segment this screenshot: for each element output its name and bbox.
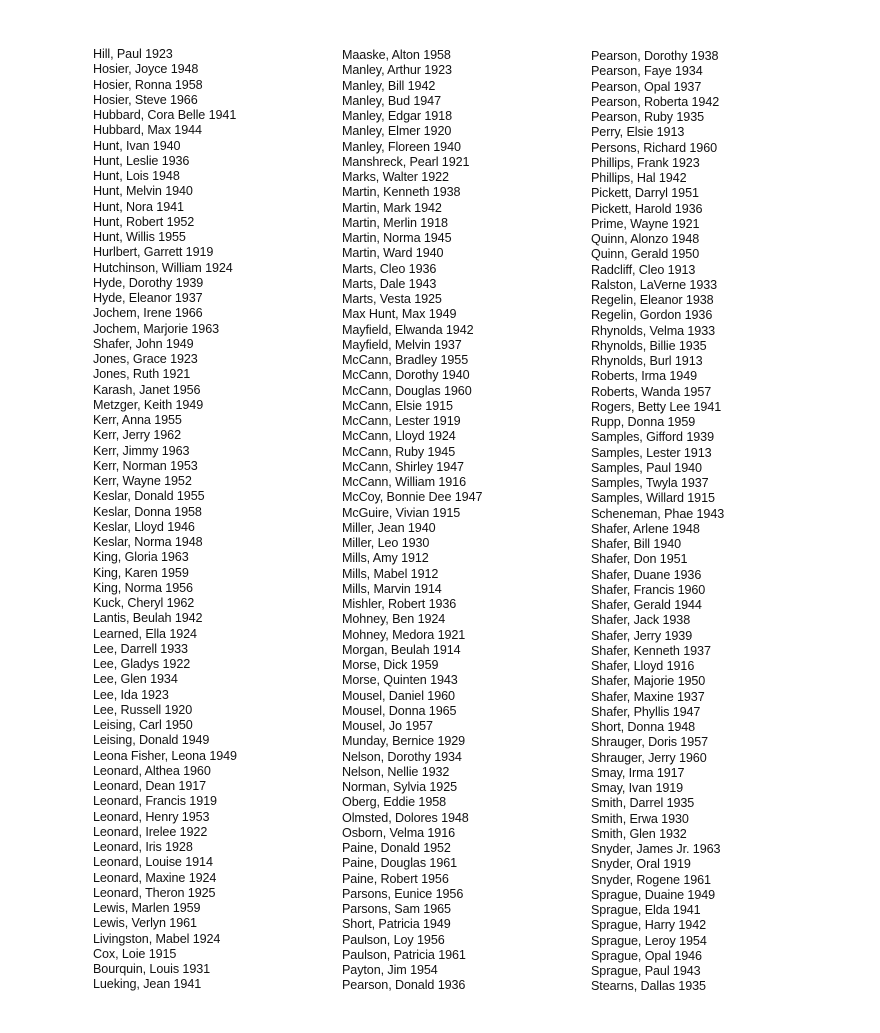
name-entry: Paulson, Patricia 1961 <box>342 947 466 962</box>
name-entry: Mousel, Jo 1957 <box>342 719 433 733</box>
name-entry: Bourquin, Louis 1931 <box>93 962 211 976</box>
name-entry: Miller, Leo 1930 <box>342 536 430 550</box>
name-entry: Keslar, Donna 1958 <box>93 504 202 519</box>
name-entry: Paine, Donald 1952 <box>342 841 451 855</box>
name-entry: Ralston, LaVerne 1933 <box>591 277 718 292</box>
name-entry: Lueking, Jean 1941 <box>93 977 202 992</box>
name-entry: Pearson, Dorothy 1938 <box>591 49 719 63</box>
name-entry: Shafer, Lloyd 1916 <box>591 659 695 673</box>
name-entry: Samples, Twyla 1937 <box>591 476 709 490</box>
name-entry: Stearns, Dallas 1935 <box>591 979 706 994</box>
name-entry: Rhynolds, Burl 1913 <box>591 354 703 368</box>
name-entry: Paine, Douglas 1961 <box>342 856 458 871</box>
name-entry: McCann, Shirley 1947 <box>342 459 464 474</box>
name-entry: Cox, Loie 1915 <box>93 946 177 961</box>
name-entry: Norman, Sylvia 1925 <box>342 780 457 794</box>
name-entry: Hubbard, Max 1944 <box>93 123 202 138</box>
name-entry: Smay, Irma 1917 <box>591 765 685 780</box>
name-entry: Munday, Bernice 1929 <box>342 734 466 749</box>
name-entry: Hubbard, Cora Belle 1941 <box>93 108 237 122</box>
name-entry: Kerr, Norman 1953 <box>93 458 198 473</box>
name-entry: Parsons, Eunice 1956 <box>342 886 464 901</box>
name-entry: Short, Patricia 1949 <box>342 917 451 932</box>
name-entry: Morgan, Beulah 1914 <box>342 642 461 657</box>
name-entry: King, Karen 1959 <box>93 565 189 580</box>
name-entry: Shafer, Bill 1940 <box>591 537 682 551</box>
name-entry: McCann, Lester 1919 <box>342 414 461 428</box>
name-entry: Pickett, Darryl 1951 <box>591 186 699 201</box>
name-entry: Mayfield, Elwanda 1942 <box>342 322 474 337</box>
name-entry: Martin, Mark 1942 <box>342 200 442 215</box>
name-entry: Sprague, Elda 1941 <box>591 903 701 917</box>
name-entry: Jochem, Marjorie 1963 <box>93 321 219 336</box>
name-entry: Kerr, Jerry 1962 <box>93 428 181 443</box>
name-entry: McCann, Dorothy 1940 <box>342 368 470 383</box>
name-entry: Hunt, Lois 1948 <box>93 169 180 183</box>
name-entry: Shafer, Duane 1936 <box>591 567 702 582</box>
name-entry: Pearson, Opal 1937 <box>591 79 702 94</box>
name-column-2 <box>342 48 482 994</box>
name-entry: Payton, Jim 1954 <box>342 963 438 977</box>
name-entry: Shafer, Jerry 1939 <box>591 628 693 643</box>
name-entry: Lewis, Marlen 1959 <box>93 901 201 915</box>
name-entry: McCann, Douglas 1960 <box>342 383 472 398</box>
name-entry: Manley, Bill 1942 <box>342 78 436 93</box>
name-column-1 <box>93 47 237 993</box>
name-entry: Kuck, Cheryl 1962 <box>93 596 195 610</box>
name-entry: Marts, Dale 1943 <box>342 276 437 291</box>
name-entry: Lewis, Verlyn 1961 <box>93 916 197 931</box>
name-entry: Hunt, Melvin 1940 <box>93 184 193 199</box>
name-entry: Marts, Vesta 1925 <box>342 292 442 306</box>
name-entry: Oberg, Eddie 1958 <box>342 795 447 810</box>
name-entry: Marks, Walter 1922 <box>342 170 449 184</box>
name-entry: Mousel, Donna 1965 <box>342 703 457 718</box>
name-entry: Lantis, Beulah 1942 <box>93 611 203 626</box>
name-entry: Snyder, James Jr. 1963 <box>591 842 721 856</box>
name-entry: Rogers, Betty Lee 1941 <box>591 399 722 414</box>
name-entry: Mayfield, Melvin 1937 <box>342 337 462 352</box>
name-entry: Shrauger, Doris 1957 <box>591 735 709 750</box>
name-entry: Martin, Kenneth 1938 <box>342 185 461 200</box>
name-entry: Parsons, Sam 1965 <box>342 902 451 916</box>
name-entry: Learned, Ella 1924 <box>93 626 197 641</box>
name-entry: Leonard, Iris 1928 <box>93 840 193 854</box>
name-entry: Samples, Paul 1940 <box>591 460 702 475</box>
name-entry: McGuire, Vivian 1915 <box>342 505 461 520</box>
name-entry: Hunt, Nora 1941 <box>93 199 184 214</box>
name-entry: Prime, Wayne 1921 <box>591 216 700 231</box>
name-entry: Mishler, Robert 1936 <box>342 597 457 611</box>
name-entry: Smith, Erwa 1930 <box>591 811 689 826</box>
name-entry: Pearson, Faye 1934 <box>591 64 703 79</box>
name-entry: Roberts, Irma 1949 <box>591 369 697 384</box>
name-entry: Mohney, Medora 1921 <box>342 627 466 642</box>
name-entry: Sprague, Harry 1942 <box>591 918 707 933</box>
name-entry: Osborn, Velma 1916 <box>342 825 456 840</box>
name-entry: Metzger, Keith 1949 <box>93 397 204 412</box>
name-entry: Nelson, Dorothy 1934 <box>342 749 462 764</box>
name-entry: Manley, Edgar 1918 <box>342 109 452 123</box>
name-entry: Leonard, Louise 1914 <box>93 855 213 870</box>
name-entry: Leonard, Irelee 1922 <box>93 824 208 839</box>
name-entry: Leonard, Althea 1960 <box>93 763 211 778</box>
name-entry: Leonard, Maxine 1924 <box>93 870 217 885</box>
name-entry: Miller, Jean 1940 <box>342 520 436 535</box>
name-entry: Hyde, Dorothy 1939 <box>93 275 204 290</box>
name-entry: Rupp, Donna 1959 <box>591 415 696 429</box>
name-entry: Shafer, Majorie 1950 <box>591 674 706 689</box>
name-entry: Quinn, Alonzo 1948 <box>591 232 700 246</box>
name-entry: Sprague, Duaine 1949 <box>591 887 716 902</box>
name-entry: Shafer, Phyllis 1947 <box>591 704 701 719</box>
name-entry: Roberts, Wanda 1957 <box>591 384 712 399</box>
name-entry: Sprague, Paul 1943 <box>591 964 701 978</box>
name-entry: Rhynolds, Velma 1933 <box>591 323 716 338</box>
name-entry: McCoy, Bonnie Dee 1947 <box>342 490 483 505</box>
name-entry: Leonard, Theron 1925 <box>93 885 216 900</box>
name-entry: Pearson, Donald 1936 <box>342 978 466 993</box>
name-entry: Hunt, Ivan 1940 <box>93 138 181 153</box>
name-entry: Short, Donna 1948 <box>591 720 696 734</box>
name-entry: McCann, Lloyd 1924 <box>342 429 456 444</box>
name-entry: Manley, Elmer 1920 <box>342 124 452 139</box>
name-entry: Shafer, Gerald 1944 <box>591 598 702 612</box>
name-entry: Morse, Quinten 1943 <box>342 673 458 688</box>
name-entry: McCann, William 1916 <box>342 475 466 489</box>
name-entry: McCann, Bradley 1955 <box>342 353 469 367</box>
name-entry: King, Norma 1956 <box>93 580 193 595</box>
name-entry: McCann, Ruby 1945 <box>342 444 456 459</box>
name-entry: Mousel, Daniel 1960 <box>342 688 455 703</box>
name-entry: Hunt, Willis 1955 <box>93 230 186 244</box>
name-entry: Shafer, Francis 1960 <box>591 582 706 597</box>
name-entry: Hosier, Joyce 1948 <box>93 62 199 77</box>
name-entry: Hurlbert, Garrett 1919 <box>93 245 214 260</box>
name-entry: Shafer, Arlene 1948 <box>591 521 700 536</box>
name-entry: Jochem, Irene 1966 <box>93 306 203 321</box>
name-entry: Snyder, Rogene 1961 <box>591 872 711 887</box>
name-entry: Samples, Willard 1915 <box>591 491 715 506</box>
name-entry: Hunt, Robert 1952 <box>93 214 195 229</box>
name-entry: Samples, Lester 1913 <box>591 445 712 460</box>
name-entry: Persons, Richard 1960 <box>591 140 718 155</box>
name-entry: Sprague, Leroy 1954 <box>591 933 707 948</box>
name-entry: McCann, Elsie 1915 <box>342 398 453 413</box>
name-entry: Quinn, Gerald 1950 <box>591 247 700 262</box>
name-entry: Mills, Mabel 1912 <box>342 566 439 581</box>
name-entry: Regelin, Eleanor 1938 <box>591 293 714 307</box>
name-entry: Hosier, Steve 1966 <box>93 92 198 107</box>
name-entry: Leona Fisher, Leona 1949 <box>93 748 237 763</box>
name-entry: Hyde, Eleanor 1937 <box>93 291 203 305</box>
name-entry: Phillips, Frank 1923 <box>591 155 700 170</box>
name-entry: Livingston, Mabel 1924 <box>93 931 221 946</box>
name-entry: Maaske, Alton 1958 <box>342 48 451 62</box>
name-entry: Shafer, Kenneth 1937 <box>591 643 711 658</box>
name-entry: Hutchinson, William 1924 <box>93 260 233 275</box>
name-entry: Shafer, Maxine 1937 <box>591 689 705 704</box>
name-entry: Lee, Ida 1923 <box>93 687 169 702</box>
name-entry: Martin, Norma 1945 <box>342 231 452 245</box>
name-entry: Keslar, Norma 1948 <box>93 535 203 549</box>
name-entry: Manshreck, Pearl 1921 <box>342 154 470 169</box>
name-entry: Lee, Gladys 1922 <box>93 657 191 671</box>
name-entry: Regelin, Gordon 1936 <box>591 308 713 323</box>
name-entry: Hunt, Leslie 1936 <box>93 153 190 168</box>
name-entry: Morse, Dick 1959 <box>342 658 439 672</box>
name-entry: Kerr, Anna 1955 <box>93 413 182 427</box>
name-entry: Kerr, Jimmy 1963 <box>93 443 190 458</box>
name-entry: Snyder, Oral 1919 <box>591 857 691 872</box>
name-entry: Smith, Glen 1932 <box>591 826 687 841</box>
name-entry: Olmsted, Dolores 1948 <box>342 810 469 825</box>
name-entry: Paine, Robert 1956 <box>342 871 449 886</box>
name-entry: Scheneman, Phae 1943 <box>591 506 725 521</box>
name-entry: Keslar, Lloyd 1946 <box>93 519 195 534</box>
name-entry: Nelson, Nellie 1932 <box>342 764 450 779</box>
name-entry: Leonard, Henry 1953 <box>93 809 210 824</box>
name-entry: Sprague, Opal 1946 <box>591 948 702 963</box>
name-column-3 <box>591 49 724 995</box>
name-entry: Phillips, Hal 1942 <box>591 171 687 185</box>
name-entry: Martin, Merlin 1918 <box>342 215 448 230</box>
name-entry: Mohney, Ben 1924 <box>342 612 446 627</box>
name-entry: Manley, Arthur 1923 <box>342 63 452 78</box>
name-entry: Manley, Bud 1947 <box>342 93 441 108</box>
name-entry: Hill, Paul 1923 <box>93 47 173 61</box>
name-entry: Leonard, Dean 1917 <box>93 779 207 793</box>
name-entry: Leising, Carl 1950 <box>93 718 193 732</box>
name-entry: Manley, Floreen 1940 <box>342 139 461 154</box>
name-entry: Pearson, Roberta 1942 <box>591 94 720 109</box>
name-entry: Jones, Grace 1923 <box>93 352 198 366</box>
name-entry: Lee, Glen 1934 <box>93 672 178 687</box>
name-entry: Karash, Janet 1956 <box>93 382 201 397</box>
name-entry: Leonard, Francis 1919 <box>93 794 217 809</box>
name-entry: Smay, Ivan 1919 <box>591 781 684 795</box>
name-entry: Rhynolds, Billie 1935 <box>591 338 707 353</box>
name-entry: Mills, Amy 1912 <box>342 551 429 566</box>
name-entry: Perry, Elsie 1913 <box>591 125 685 140</box>
name-entry: Shafer, Jack 1938 <box>591 613 691 628</box>
name-entry: Pearson, Ruby 1935 <box>591 110 705 124</box>
name-entry: Shrauger, Jerry 1960 <box>591 750 707 765</box>
name-entry: Lee, Russell 1920 <box>93 702 193 717</box>
name-entry: Leising, Donald 1949 <box>93 733 210 748</box>
name-entry: Shafer, Don 1951 <box>591 552 688 567</box>
name-entry: Hosier, Ronna 1958 <box>93 77 203 92</box>
name-entry: Lee, Darrell 1933 <box>93 641 188 656</box>
name-entry: Keslar, Donald 1955 <box>93 489 205 504</box>
name-entry: Marts, Cleo 1936 <box>342 261 437 276</box>
name-entry: Jones, Ruth 1921 <box>93 367 191 382</box>
name-entry: Smith, Darrel 1935 <box>591 796 695 811</box>
name-entry: Samples, Gifford 1939 <box>591 430 714 445</box>
name-entry: Radcliff, Cleo 1913 <box>591 262 696 277</box>
name-entry: Paulson, Loy 1956 <box>342 932 445 947</box>
name-entry: Pickett, Harold 1936 <box>591 201 703 216</box>
name-entry: Martin, Ward 1940 <box>342 246 444 261</box>
name-entry: Max Hunt, Max 1949 <box>342 307 457 322</box>
name-entry: King, Gloria 1963 <box>93 550 189 565</box>
name-entry: Mills, Marvin 1914 <box>342 581 442 596</box>
name-entry: Shafer, John 1949 <box>93 336 194 351</box>
name-entry: Kerr, Wayne 1952 <box>93 474 192 488</box>
